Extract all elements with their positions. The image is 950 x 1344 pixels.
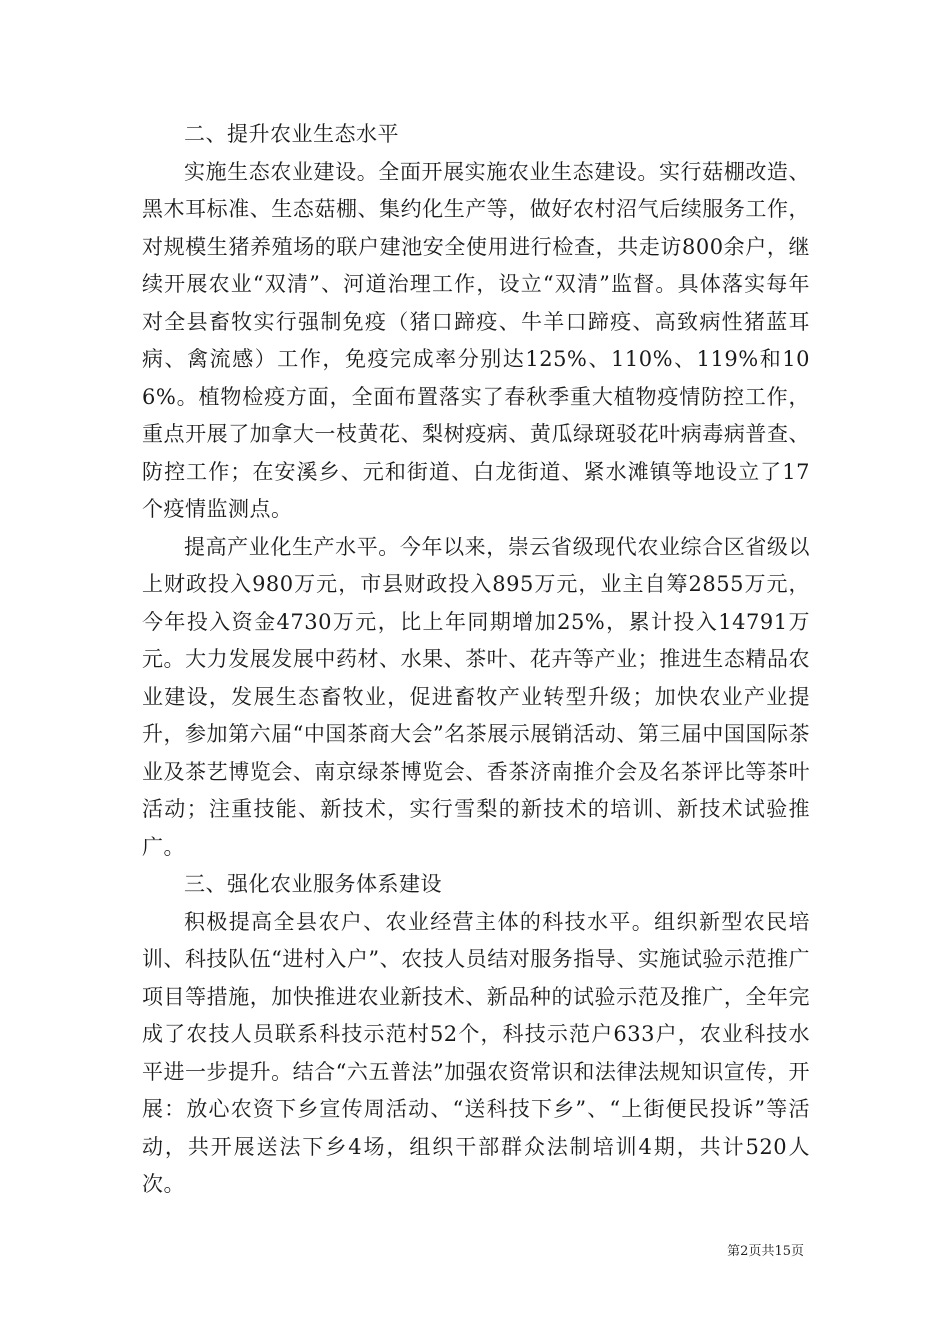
section-heading-ecology: 二、提升农业生态水平: [184, 122, 399, 146]
paragraph-tech-level: 积极提高全县农户、农业经营主体的科技水平。组织新型农民培训、科技队伍“进村入户”、农技人员结对服务指导、实施试验示范推广项目等措施，加快推进农业新技术、新品种的试验示范及推广，全年完成了农技人员联系科技示范村52个，科技示范户633户，农业科技水平进一步提升。结合“六五普法”加强农资常识和法律法规知识宣传，开展：放心农资下乡宣传周活动、“送科技下乡”、“上街便民投诉”等活动，共开展送法下乡4场，组织干部群众法制培训4期，共计520人次。: [142, 909, 810, 1196]
page-number-footer: 第2页共15页: [727, 1244, 804, 1259]
paragraph-eco-agriculture: 实施生态农业建设。全面开展实施农业生态建设。实行菇棚改造、黑木耳标准、生态菇棚、集约化生产等，做好农村沼气后续服务工作，对规模生猪养殖场的联户建池安全使用进行检查，共走访800余户，继续开展农业“双清”、河道治理工作，设立“双清”监督。具体落实每年对全县畜牧实行强制免疫（猪口蹄疫、牛羊口蹄疫、高致病性猪蓝耳病、禽流感）工作，免疫完成率分别达125%、110%、119%和106%。植物检疫方面，全面布置落实了春秋季重大植物疫情防控工作，重点开展了加拿大一枝黄花、梨树疫病、黄瓜绿斑驳花叶病毒病普查、防控工作；在安溪乡、元和街道、白龙街道、紧水滩镇等地设立了17个疫情监测点。: [142, 159, 810, 521]
paragraph-industrialization: 提高产业化生产水平。今年以来，崇云省级现代农业综合区省级以上财政投入980万元，市县财政投入895万元，业主自筹2855万元，今年投入资金4730万元，比上年同期增加25%，累计投入14791万元。大力发展发展中药材、水果、茶叶、花卉等产业；推进生态精品农业建设，发展生态畜牧业，促进畜牧产业转型升级；加快农业产业提升，参加第六届“中国茶商大会”名茶展示展销活动、第三届中国国际茶业及茶艺博览会、南京绿茶博览会、香茶济南推介会及名茶评比等茶叶活动；注重技能、新技术，实行雪梨的新技术的培训、新技术试验推广。: [142, 534, 810, 859]
document-body: [142, 116, 810, 1204]
section-heading-service-system: 三、强化农业服务体系建设: [184, 872, 442, 896]
